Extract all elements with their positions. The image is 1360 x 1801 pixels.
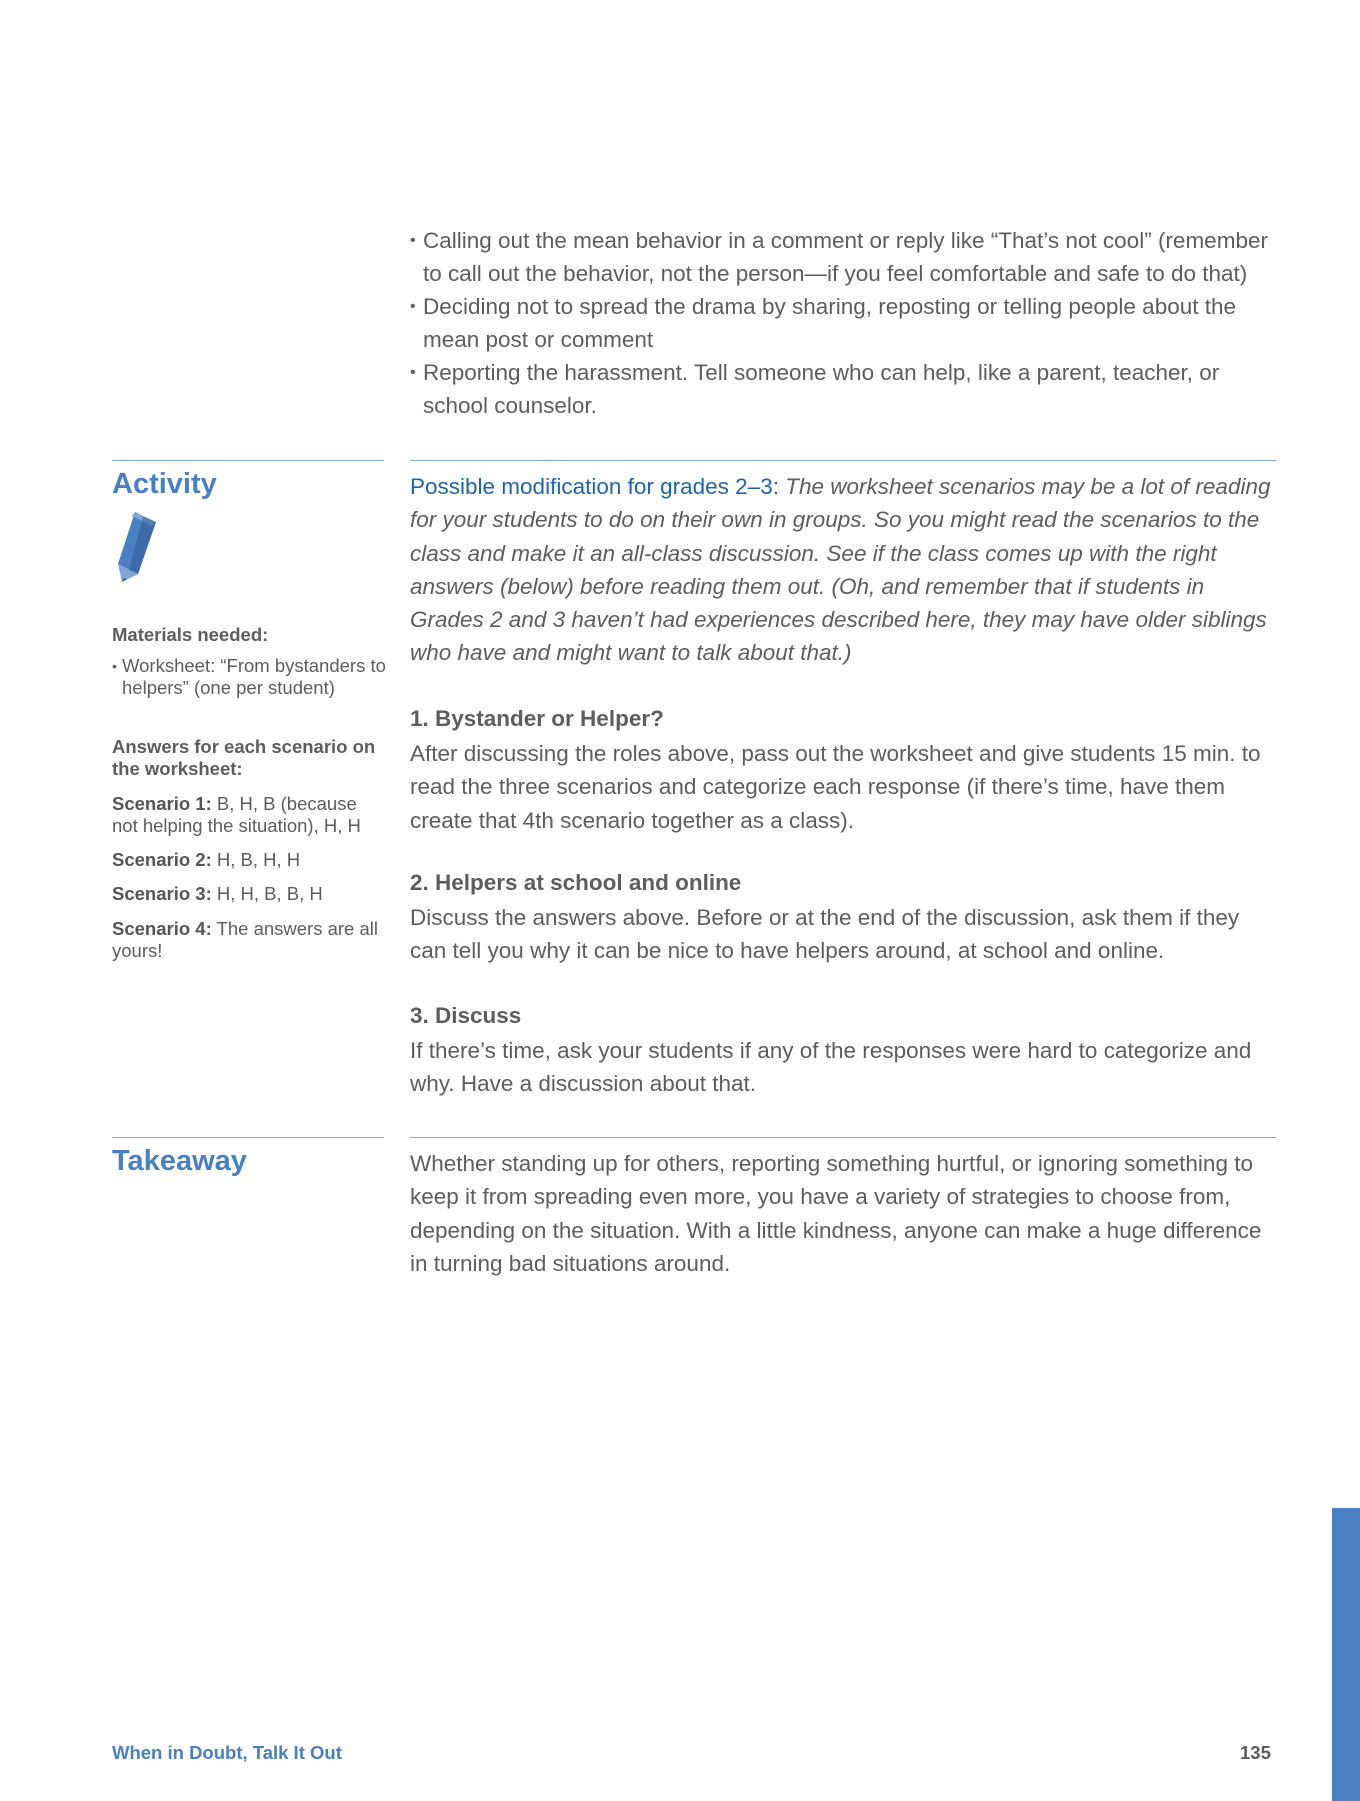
takeaway-heading: Takeaway [112,1145,247,1177]
bullet-item: • Calling out the mean behavior in a comment or reply like “That’s not cool” (remember to call out the behavior, not the person—if you feel comfortable and safe to do that) [410,224,1280,290]
pencil-icon [110,512,160,584]
takeaway-right-divider [410,1137,1276,1138]
scenario-label: Scenario 3: [112,883,212,904]
chapter-side-tab [1332,1508,1360,1801]
page-number: 135 [1240,1742,1271,1763]
footer-title: When in Doubt, Talk It Out [112,1742,342,1763]
materials-label: Materials needed: [112,624,269,645]
scenario-1-answer [112,793,384,837]
bullet-item: • Deciding not to spread the drama by sharing, reposting or telling people about the mean post or comment [410,290,1280,356]
bullet-item: • Reporting the harassment. Tell someone who can help, like a parent, teacher, or school counselor. [410,356,1280,422]
step-3-heading: 3. Discuss [410,1003,522,1028]
scenario-text: The answers are all yours! [112,918,378,961]
step-2-text: Discuss the answers above. Before or at the end of the discussion, ask them if they can tell you why it can be nice to have helpers around, at school and online. [410,905,1240,964]
scenario-4-answer [112,918,384,962]
activity-right-divider [410,460,1276,461]
step-1-heading: 1. Bystander or Helper? [410,706,664,731]
step-2-heading: 2. Helpers at school and online [410,870,742,895]
scenario-label: Scenario 2: [112,849,212,870]
takeaway-text: Whether standing up for others, reporting something hurtful, or ignoring something to keep it from spreading even more, you have a variety of strategies to choose from, depending on the situation. With a little kindness, anyone can make a huge difference in turning bad situations around. [410,1151,1262,1276]
scenario-text: B, H, B (because not helping the situation), H, H [112,793,361,836]
scenario-2-answer [112,849,384,871]
scenario-3-answer [112,883,384,905]
activity-heading: Activity [112,468,217,500]
materials-item: • Worksheet: “From bystanders to helpers” (one per student) [112,655,394,699]
scenario-text: H, H, B, B, H [216,883,323,904]
step-3-text: If there’s time, ask your students if any of the responses were hard to categorize and why. Have a discussion about that. [410,1038,1252,1097]
scenario-text: H, B, H, H [216,849,301,870]
answers-label: Answers for each scenario on the worksheet: [112,736,376,779]
modification-paragraph [410,470,1280,670]
scenario-label: Scenario 4: [112,918,212,939]
step-1-text: After discussing the roles above, pass out the worksheet and give students 15 min. to read the three scenarios and categorize each response (if there’s time, have them create that 4th scenario together as a class). [410,741,1261,833]
top-bullet-list [410,224,1280,422]
modification-label: Possible modification for grades 2–3: [410,474,779,499]
modification-text: The worksheet scenarios may be a lot of reading for your students to do on their own in groups. So you might read the scenarios to the class and make it an all-class discussion. See if the class comes up with the right answers (below) before reading them out. (Oh, and remember that if students in Grades 2 and 3 haven’t had experiences described here, they may have older siblings who have and might want to talk about that.) [410,474,1271,666]
activity-left-divider [112,460,384,461]
takeaway-left-divider [112,1137,384,1138]
scenario-label: Scenario 1: [112,793,212,814]
